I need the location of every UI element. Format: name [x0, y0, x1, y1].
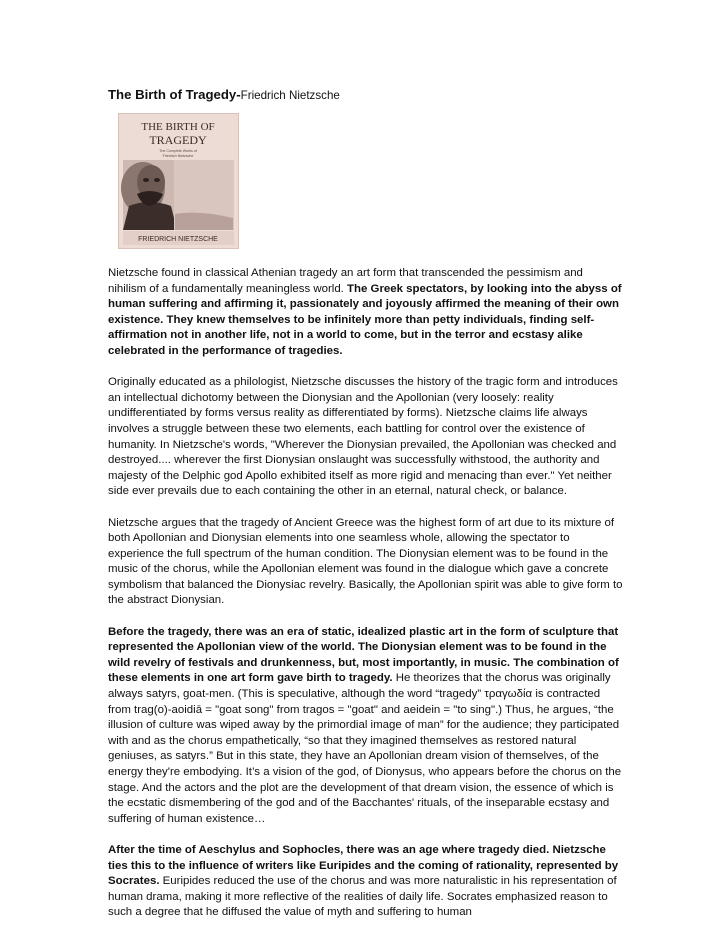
paragraph-1 [108, 266, 624, 360]
cover-subtitle-line2: Friedrich Nietzsche [162, 154, 194, 158]
paragraph-5 [108, 843, 624, 921]
paragraph-5-text: Euripides reduced the use of the chorus and was more naturalistic in his representation of human drama, making it more reflective of the realities of daily life. Socrates emphasized reason to such a degree that he diffused the value of myth and suffering to human [108, 875, 617, 919]
paragraph-4-text: He theorizes that the chorus was originally always satyrs, goat-men. (This is speculative, although the word “tragedy” τραγωδία is contracted from trag(o)-aoidiā = "goat song" from tragos = "goat" and aeidein = "to sing".) Thus, he argues, “the illusion of culture was wiped away by the primordial image of man” for the audience; they participated with and as the chorus empathetically, “so that they imagined themselves as restored natural geniuses, as satyrs.” But in this state, they have an Apollonian dream vision of themselves, of the energy they're embodying. It’s a vision of the god, of Dionysus, who appears before the chorus on the stage. And the actors and the plot are the development of that dream vision, the essence of which is the ecstatic dismembering of the god and of the Bacchantes' rituals, of the inseparable ecstasy and suffering of human existence… [108, 672, 622, 825]
cover-title-line1: THE BIRTH OF [141, 121, 215, 133]
document-title [108, 87, 340, 102]
paragraph-4-emphasis: Before the tragedy, there was an era of static, idealized plastic art in the form of sculpture that represented the Apollonian view of the world. The Dionysian element was to be found in the wild revelry of festivals and drunkenness, but, most importantly, in music. The combination of these elements in one art form gave birth to tragedy. [108, 625, 619, 685]
paragraph-3 [108, 516, 624, 610]
nietzsche-portrait [121, 160, 234, 230]
book-cover-image [118, 113, 239, 249]
cover-subtitle-line1: The Complete Works of [159, 149, 197, 153]
cover-author-band: FRIEDRICH NIETZSCHE [138, 236, 218, 243]
document-body [108, 266, 624, 937]
paragraph-3-text: Nietzsche argues that the tragedy of Ancient Greece was the highest form of art due to its mixture of both Apollonian and Dionysian elements into one seamless whole, allowing the spectator to experience the full spectrum of the human condition. The Dionysian element was to be found in the music of the chorus, while the Apollonian element was found in the dialogue which gave a concrete symbolism that balanced the Dionysiac revelry. Basically, the Apollonian spirit was able to give form to the abstract Dionysian. [108, 516, 623, 607]
paragraph-1-emphasis: The Greek spectators, by looking into the abyss of human suffering and affirming it, passionately and joyously affirmed the meaning of their own existence. They knew themselves to be infinitely more than petty individuals, finding self-affirmation not in another life, not in a world to come, but in the terror and ecstasy alike celebrated in the performance of tragedies. [108, 282, 622, 357]
paragraph-5-emphasis: After the time of Aeschylus and Sophocles, there was an age where tragedy died. Nietzsche ties this to the influence of writers like Euripides and the coming of rationality, represented by Socrates. [108, 843, 619, 888]
work-title: The Birth of Tragedy- [108, 87, 241, 102]
book-cover-art [119, 114, 238, 248]
cover-title-line2: TRAGEDY [149, 133, 207, 147]
paragraph-2-text: Originally educated as a philologist, Nietzsche discusses the history of the tragic form and introduces an intellectual dichotomy between the Dionysian and the Apollonian (very loosely: reality undifferentiated by forms versus reality as differentiated by forms). Nietzsche claims life always involves a struggle between these two elements, each battling for control over the existence of humanity. In Nietzsche's words, "Wherever the Dionysian prevailed, the Apollonian was checked and destroyed.... wherever the first Dionysian onslaught was successfully withstood, the authority and majesty of the Delphic god Apollo exhibited itself as more rigid and menacing than ever." Yet neither side ever prevails due to each containing the other in an eternal, natural check, or balance. [108, 376, 618, 498]
paragraph-4 [108, 625, 624, 828]
paragraph-2 [108, 375, 624, 500]
paragraph-1-text: Nietzsche found in classical Athenian tragedy an art form that transcended the pessimism and nihilism of a fundamentally meaningless world. [108, 267, 583, 295]
author-name: Friedrich Nietzsche [240, 89, 340, 102]
